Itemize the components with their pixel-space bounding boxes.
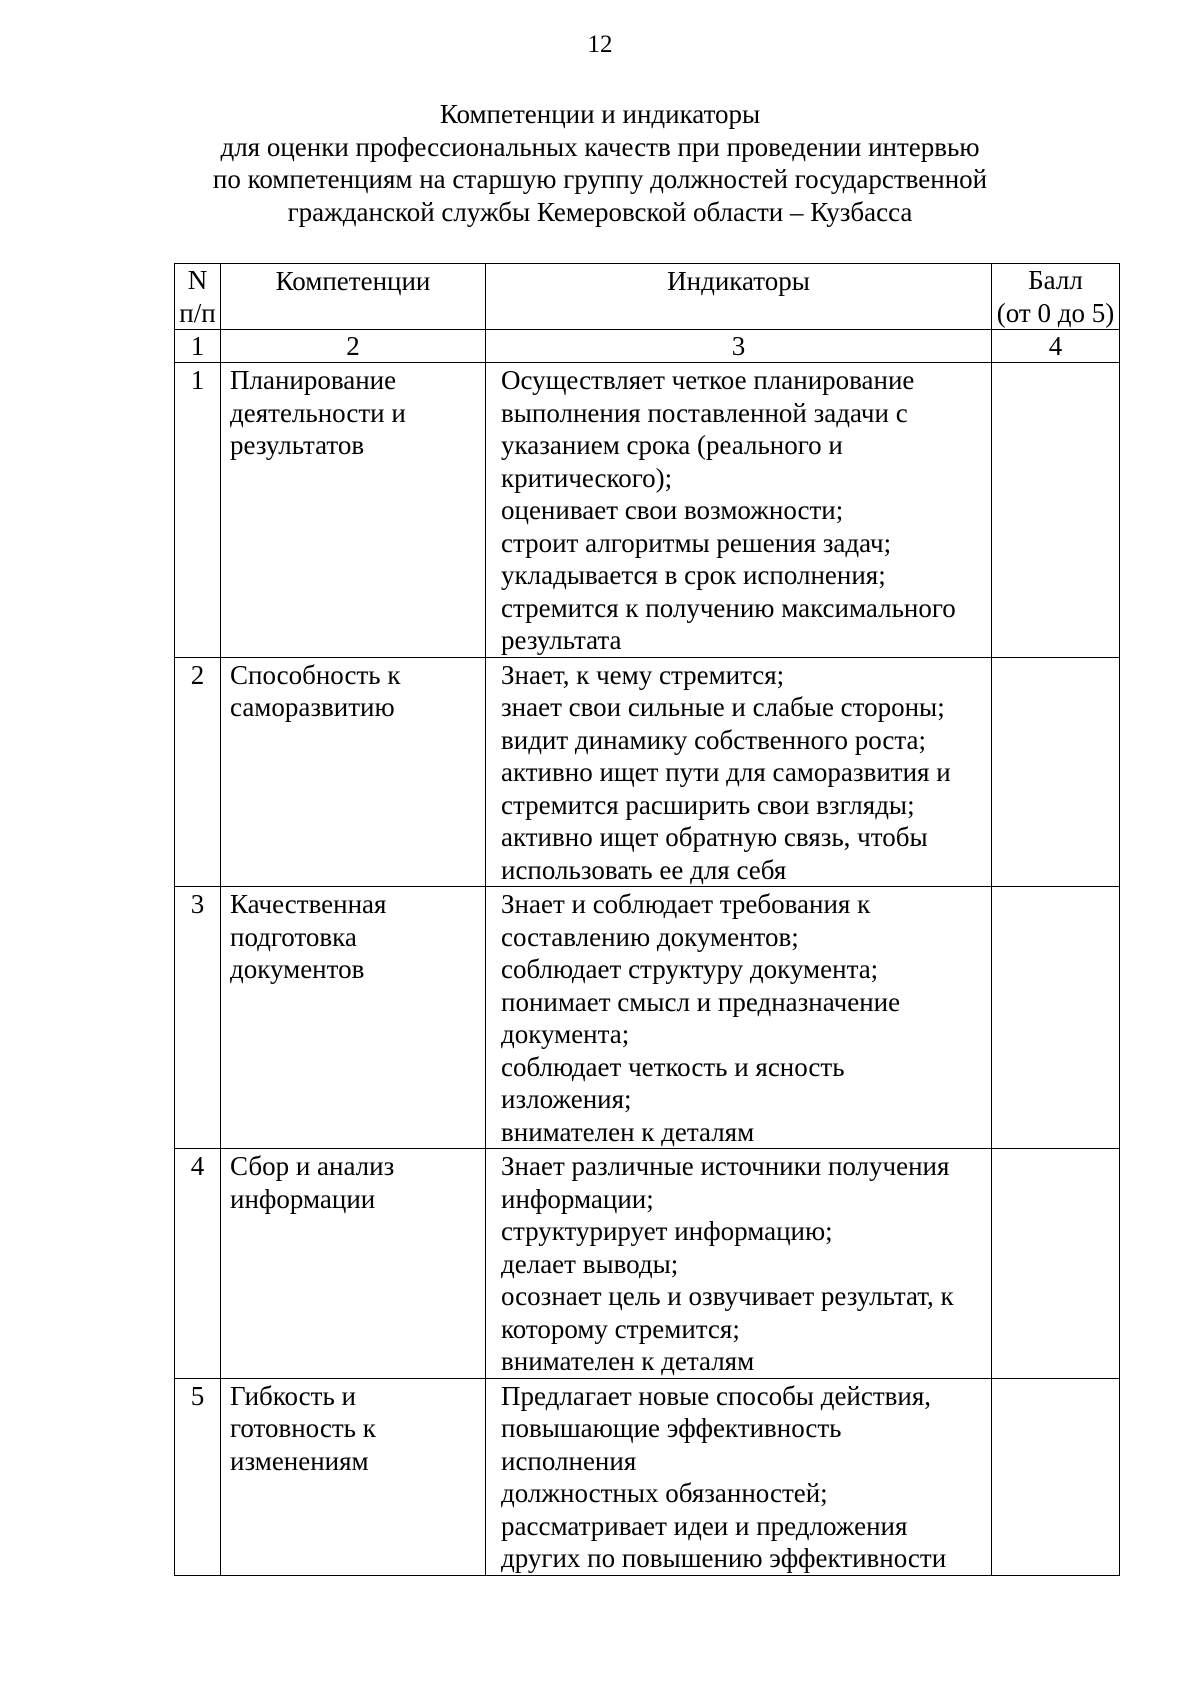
competency-line: информации (230, 1183, 376, 1214)
indicator-line: активно ищет обратную связь, чтобы (501, 822, 928, 852)
indicator-line: Знает, к чему стремится; (501, 659, 785, 690)
indicator-line: информации; (501, 1183, 654, 1214)
indicator-line: рассматривает идеи и предложения (501, 1510, 908, 1541)
indicator-line: соблюдает структуру документа; (501, 954, 879, 984)
indicator-line: соблюдает четкость и ясность (501, 1051, 845, 1082)
indicator-line: Осуществляет четкое планирование (501, 365, 915, 395)
indicator-line: Знает и соблюдает требования к (501, 889, 871, 919)
indicator-line: Предлагает новые способы действия, (501, 1380, 932, 1411)
indicators-cell (486, 657, 992, 887)
indicator-line: использовать ее для себя (501, 854, 787, 885)
table-row (175, 1149, 1120, 1379)
title-line: по компетенциям на старшую группу должностей государственной (212, 164, 988, 194)
score-cell[interactable] (992, 363, 1120, 658)
competency-line: Способность к (230, 659, 401, 690)
competency-cell (221, 887, 486, 1149)
header-score-line: Балл (1028, 265, 1083, 295)
column-index: 4 (992, 330, 1120, 363)
indicator-line: понимает смысл и предназначение (501, 986, 901, 1017)
table-row (175, 1378, 1120, 1575)
title-line: Компетенции и индикаторы (439, 99, 761, 129)
indicator-line: Знает различные источники получения (501, 1151, 950, 1181)
indicator-line: стремится расширить свои взгляды; (501, 789, 915, 820)
score-cell[interactable] (992, 887, 1120, 1149)
document-title (0, 98, 1200, 228)
indicator-line: знает свои сильные и слабые стороны; (501, 692, 945, 722)
indicator-line: выполнения поставленной задачи с (501, 397, 908, 428)
competency-line: Гибкость и (230, 1380, 356, 1411)
indicator-line: внимателен к деталям (501, 1346, 755, 1376)
row-number: 2 (175, 657, 221, 887)
row-number: 4 (175, 1149, 221, 1379)
score-cell[interactable] (992, 657, 1120, 887)
competency-line: Планирование (230, 365, 397, 395)
column-index: 3 (486, 330, 992, 363)
indicator-line: исполнения (501, 1445, 637, 1476)
indicator-line: делает выводы; (501, 1248, 679, 1279)
score-cell[interactable] (992, 1149, 1120, 1379)
indicator-line: стремится к получению максимального (501, 592, 956, 623)
indicator-line: внимателен к деталям (501, 1116, 755, 1147)
indicators-cell (486, 887, 992, 1149)
competency-line: изменениям (230, 1445, 369, 1476)
header-indicators: Индикаторы (486, 264, 992, 330)
indicator-line: указанием срока (реального и (501, 430, 843, 460)
indicator-line: активно ищет пути для саморазвития и (501, 757, 951, 787)
indicator-line: документа; (501, 1019, 630, 1049)
indicators-cell (486, 363, 992, 658)
header-competency: Компетенции (221, 264, 486, 330)
competency-cell (221, 363, 486, 658)
indicator-line: критического); (501, 462, 673, 493)
row-number: 5 (175, 1378, 221, 1575)
column-index-row (175, 330, 1120, 363)
header-score-line: (от 0 до 5) (996, 297, 1115, 328)
column-index: 2 (221, 330, 486, 363)
indicator-line: которому стремится; (501, 1313, 740, 1344)
title-line: для оценки профессиональных качеств при проведении интервью (220, 131, 980, 162)
indicator-line: должностных обязанностей; (501, 1478, 828, 1508)
table-row (175, 363, 1120, 658)
competency-line: деятельности и (230, 397, 406, 428)
indicator-line: укладывается в срок исполнения; (501, 560, 886, 590)
indicators-cell (486, 1378, 992, 1575)
indicators-cell (486, 1149, 992, 1379)
competency-line: Сбор и анализ (230, 1151, 395, 1181)
column-index: 1 (175, 330, 221, 363)
indicator-line: структурирует информацию; (501, 1216, 833, 1246)
title-line: гражданской службы Кемеровской области – Кузбасса (287, 196, 913, 227)
page-number: 12 (587, 31, 613, 58)
indicator-line: других по повышению эффективности (501, 1543, 947, 1573)
header-number (175, 264, 221, 330)
indicator-line: составлению документов; (501, 921, 799, 952)
indicator-line: повышающие эффективность (501, 1413, 842, 1443)
header-score (992, 264, 1120, 330)
competency-line: подготовка (230, 921, 357, 952)
indicator-line: изложения; (501, 1084, 632, 1114)
competency-cell (221, 657, 486, 887)
indicator-line: результата (501, 625, 622, 655)
competency-line: результатов (230, 430, 365, 460)
table-row (175, 657, 1120, 887)
indicator-line: строит алгоритмы решения задач; (501, 527, 892, 558)
header-number-line: N (187, 265, 208, 295)
indicator-line: осознает цель и озвучивает результат, к (501, 1281, 954, 1311)
competency-cell (221, 1149, 486, 1379)
competency-line: саморазвитию (230, 692, 395, 722)
table-header-row (175, 264, 1120, 330)
header-number-line: п/п (179, 297, 216, 328)
competency-line: Качественная (230, 889, 387, 919)
competency-line: документов (230, 954, 365, 984)
row-number: 3 (175, 887, 221, 1149)
indicator-line: оценивает свои возможности; (501, 495, 844, 525)
score-cell[interactable] (992, 1378, 1120, 1575)
table-row (175, 887, 1120, 1149)
competency-table (174, 263, 1120, 1576)
competency-cell (221, 1378, 486, 1575)
indicator-line: видит динамику собственного роста; (501, 724, 926, 755)
row-number: 1 (175, 363, 221, 658)
competency-line: готовность к (230, 1413, 376, 1443)
